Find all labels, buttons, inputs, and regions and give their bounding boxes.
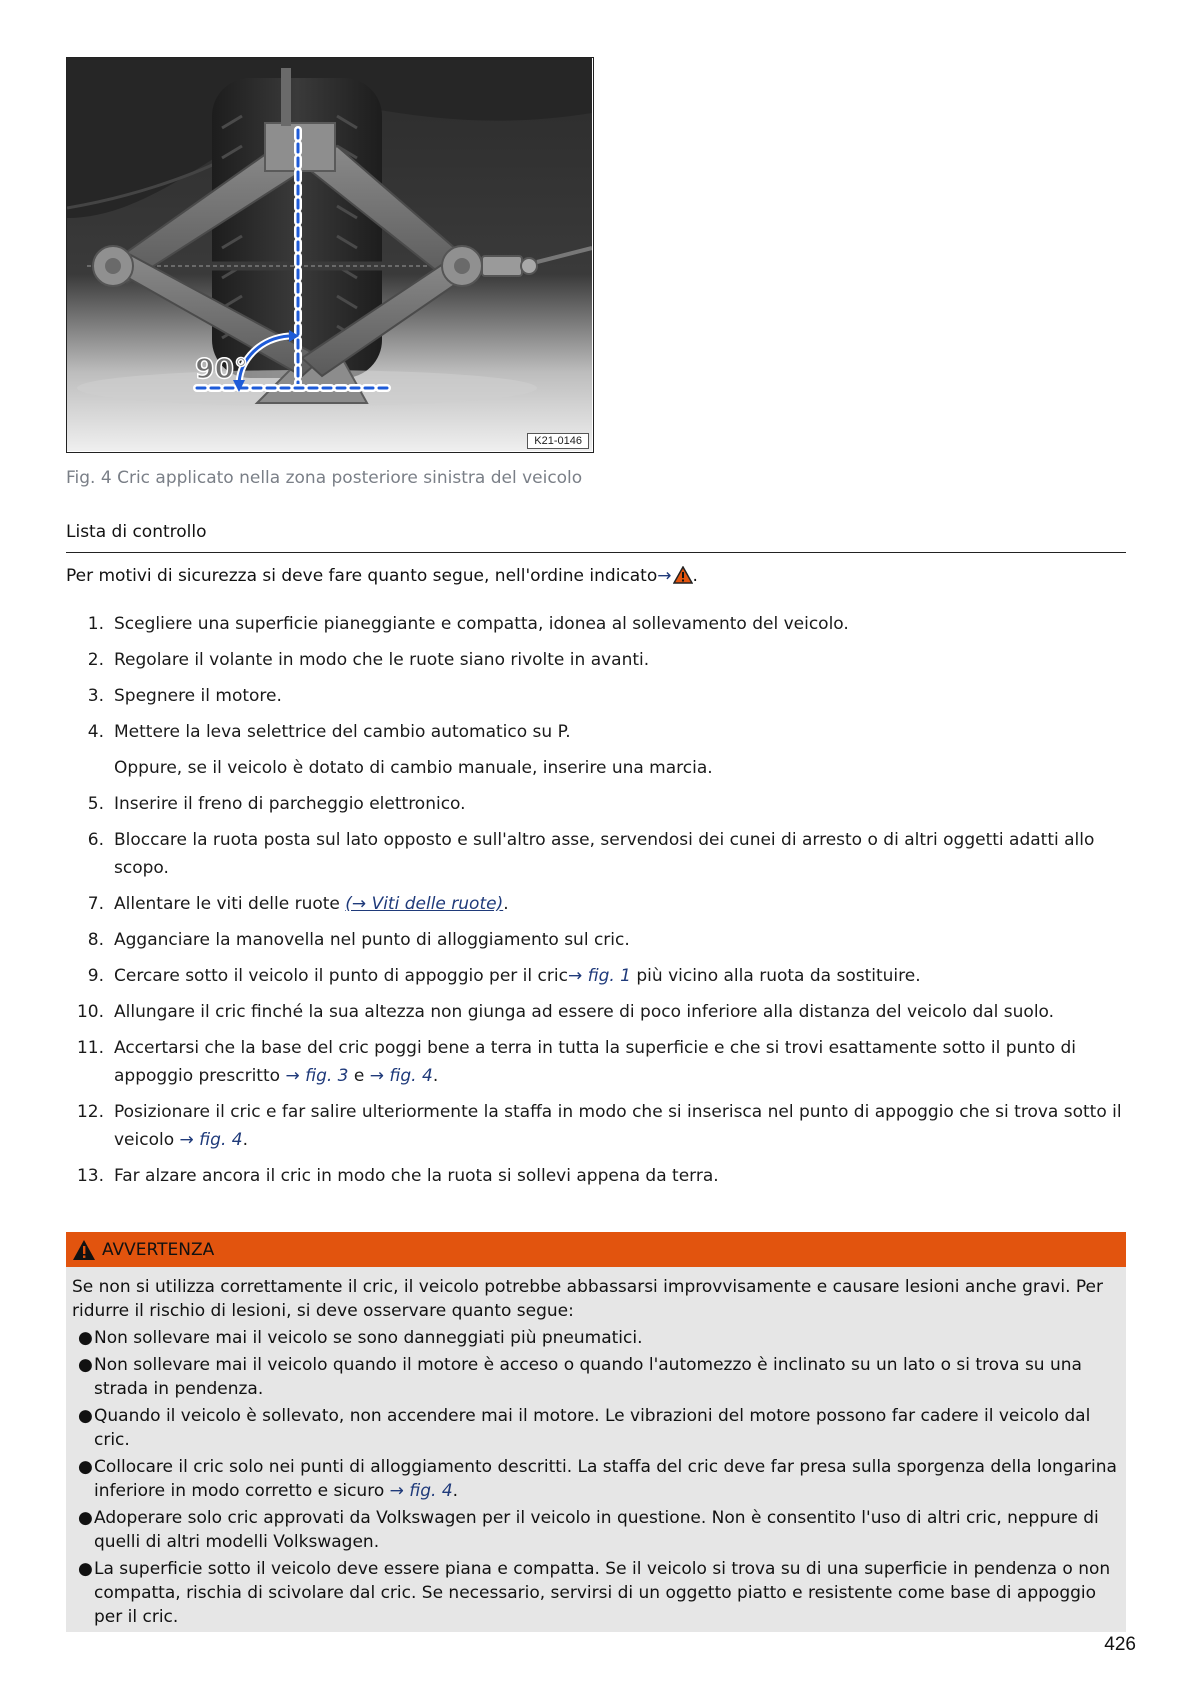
warning-list	[72, 1326, 1118, 1629]
list-item: 3. Spegnere il motore.	[87, 686, 282, 706]
list-item: ● Adoperare solo cric approvati da Volkswagen per il veicolo in questione. Non è consentito l'uso di altri cric, neppure di quelli di altri modelli Volkswagen.	[78, 1508, 1099, 1552]
fig-1-link[interactable]: → fig. 1	[567, 966, 631, 986]
list-item: 12. Posizionare il cric e far salire ulteriormente la staffa in modo che si inserisca nel punto di appoggio che si trova sotto il veicolo → fig. 4.	[76, 1102, 1122, 1150]
fig-4-link[interactable]: → fig. 4	[179, 1130, 243, 1150]
warning-header	[66, 1232, 1126, 1267]
section-divider	[66, 552, 1126, 553]
fig-3-link[interactable]: → fig. 3	[285, 1066, 349, 1086]
fig-4-link[interactable]: → fig. 4	[369, 1066, 433, 1086]
list-item: ● La superficie sotto il veicolo deve essere piana e compatta. Se il veicolo si trova su di una superficie in pendenza o non compatta, rischia di scivolare dal cric. Se necessario, servirsi di un oggetto piatto e resistente come base di appoggio per il cric.	[78, 1559, 1111, 1627]
section-title: Lista di controllo	[66, 522, 207, 542]
checklist	[66, 610, 1126, 1198]
list-item: ● Collocare il cric solo nei punti di alloggiamento descritti. La staffa del cric deve far presa sulla sporgenza della longarina inferiore in modo corretto e sicuro → fig. 4.	[78, 1457, 1117, 1501]
intro-text: Per motivi di sicurezza si deve fare quanto segue, nell'ordine indicato→ .	[66, 566, 698, 589]
jack-drawing	[67, 58, 592, 451]
warning-intro: Se non si utilizza correttamente il cric, il veicolo potrebbe abbassarsi improvvisamente e causare lesioni anche gravi. Per ridurre il rischio di lesioni, si deve osservare quanto segue:	[72, 1277, 1103, 1321]
page-number: 426	[1104, 1634, 1136, 1655]
intro-label: Per motivi di sicurezza si deve fare quanto segue, nell'ordine indicato	[66, 566, 658, 586]
list-item: 8. Agganciare la manovella nel punto di alloggiamento sul cric.	[87, 930, 630, 950]
figure-code: K21-0146	[527, 433, 589, 449]
warning-triangle-icon[interactable]	[673, 566, 693, 589]
list-item: ● Non sollevare mai il veicolo quando il motore è acceso o quando l'automezzo è inclinato su un lato o si trova su una strada in pendenza.	[78, 1355, 1082, 1399]
list-item: 2. Regolare il volante in modo che le ruote siano rivolte in avanti.	[87, 650, 650, 670]
list-item-note: Oppure, se il veicolo è dotato di cambio manuale, inserire una marcia.	[114, 758, 713, 778]
list-item: 7. Allentare le viti delle ruote (→ Viti delle ruote).	[87, 894, 509, 914]
list-item: ● Non sollevare mai il veicolo se sono danneggiati più pneumatici.	[78, 1328, 643, 1348]
warning-title: AVVERTENZA	[102, 1239, 215, 1260]
figure-caption: Fig. 4 Cric applicato nella zona posteriore sinistra del veicolo	[66, 468, 583, 488]
warning-box	[66, 1232, 1126, 1632]
list-item: 1. Scegliere una superficie pianeggiante e compatta, idonea al sollevamento del veicolo.	[87, 614, 849, 634]
list-item: ● Quando il veicolo è sollevato, non accendere mai il motore. Le vibrazioni del motore possono far cadere il veicolo dal cric.	[78, 1406, 1091, 1450]
warning-triangle-icon	[72, 1239, 96, 1261]
list-item: 13. Far alzare ancora il cric in modo che la ruota si sollevi appena da terra.	[76, 1166, 719, 1186]
list-item: 4. Mettere la leva selettrice del cambio automatico su P. Oppure, se il veicolo è dotato di cambio manuale, inserire una marcia.	[66, 718, 1126, 782]
jack-illustration	[66, 57, 594, 453]
list-item: 11. Accertarsi che la base del cric poggi bene a terra in tutta la superficie e che si trovi esattamente sotto il punto di appoggio prescritto → fig. 3 e → fig. 4.	[76, 1038, 1077, 1086]
fig-4-link[interactable]: → fig. 4	[389, 1481, 453, 1501]
list-item: 10. Allungare il cric finché la sua altezza non giunga ad essere di poco inferiore alla distanza del veicolo dal suolo.	[76, 1002, 1055, 1022]
list-item: 9. Cercare sotto il veicolo il punto di appoggio per il cric→ fig. 1 più vicino alla ruota da sostituire.	[87, 966, 921, 986]
wheel-bolts-link[interactable]: (→ Viti delle ruote)	[345, 894, 504, 914]
list-item: 5. Inserire il freno di parcheggio elettronico.	[87, 794, 466, 814]
arrow-right-icon: →	[657, 566, 672, 586]
angle-label: 90°	[195, 352, 248, 385]
list-item: 6. Bloccare la ruota posta sul lato opposto e sull'altro asse, servendosi dei cunei di arresto o di altri oggetti adatti allo scopo.	[87, 830, 1095, 878]
warning-body	[66, 1267, 1126, 1629]
